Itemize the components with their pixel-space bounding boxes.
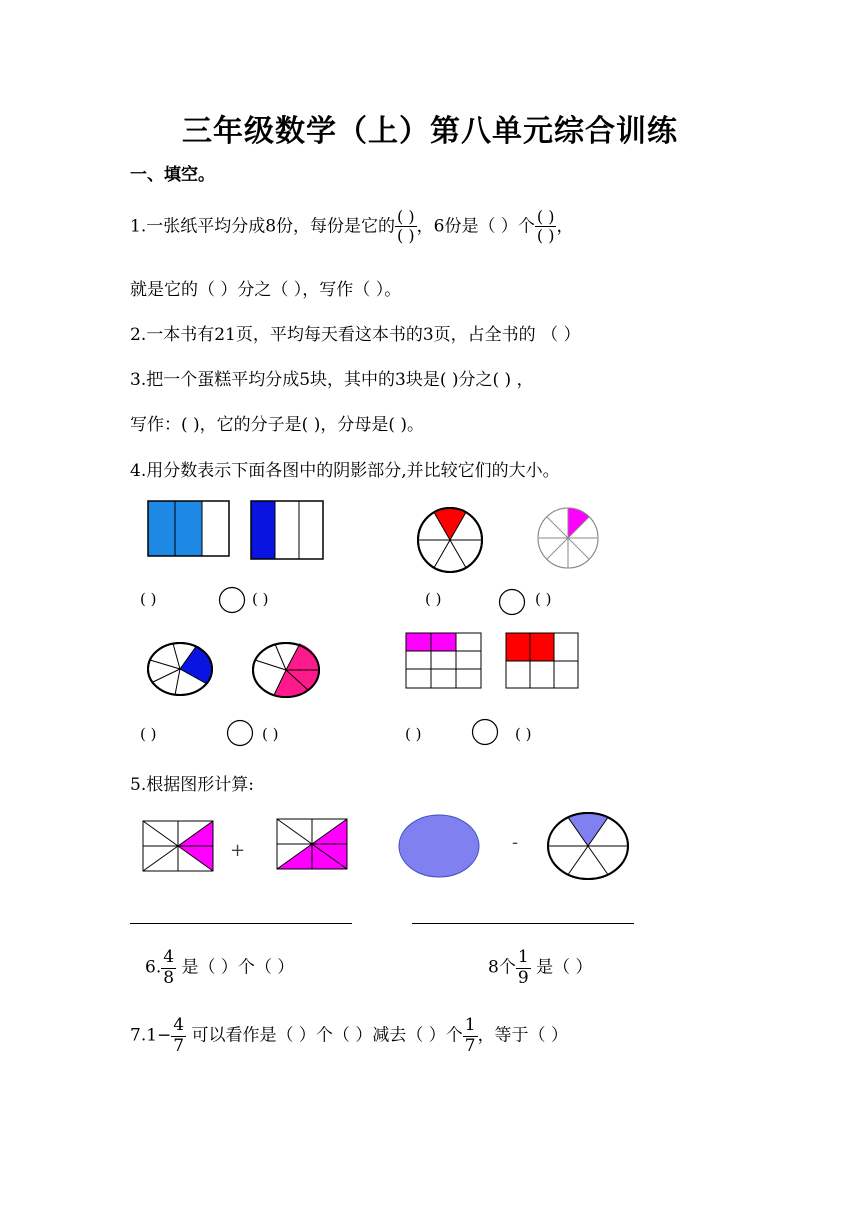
q1-text-a: 1.一张纸平均分成8份，每份是它的 (130, 216, 396, 237)
q6-numerator: 4 (163, 947, 175, 967)
q1-fraction-1-numerator: ( ) (397, 207, 415, 226)
ellipse-figure-periwinkle-1of6 (545, 810, 631, 882)
q1-text-c: ， (556, 216, 574, 237)
q6-b-denominator: 9 (517, 967, 529, 988)
page-title: 三年级数学（上）第八单元综合训练 (182, 114, 678, 149)
q6-b-numerator: 1 (517, 947, 529, 967)
q4-blank-2[interactable]: ( ) (252, 590, 269, 608)
question-2: 2.一本书有21页，平均每天看这本书的3页，占全书的 （ ） (130, 325, 581, 345)
q7-numerator: 4 (173, 1015, 185, 1035)
q1-fraction-2 (535, 208, 557, 246)
q4-blank-7[interactable]: ( ) (405, 725, 422, 743)
section-heading: 一、填空。 (130, 165, 215, 185)
q6-denominator: 8 (163, 967, 175, 988)
rect-figure-2of3 (147, 500, 231, 558)
question-1-line-2: 就是它的（ ）分之（ ），写作（ ）。 (130, 280, 402, 300)
circle-figure-red-1of6 (415, 505, 485, 575)
grid-figure-magenta-2of9 (405, 632, 483, 690)
ellipse-figure-pink-3of6 (250, 640, 322, 700)
q4-blank-6[interactable]: ( ) (262, 725, 279, 743)
question-3-line-1: 3.把一个蛋糕平均分成5块，其中的3块是( )分之( ) ， (130, 370, 534, 390)
q7-denominator: 7 (173, 1035, 185, 1056)
q7-suffix: ，等于（ ） (477, 1025, 568, 1046)
question-6-part-2 (488, 948, 592, 988)
q1-fraction-2-denominator: ( ) (536, 226, 555, 246)
rect-figure-1of3 (250, 500, 326, 562)
q6-fraction-1-9 (516, 948, 531, 988)
compare-circle-2[interactable] (497, 587, 527, 617)
compare-circle-3[interactable] (225, 718, 255, 748)
q7-fraction-4-7 (171, 1016, 186, 1056)
q4-blank-4[interactable]: ( ) (535, 590, 552, 608)
q6-b-suffix: 是（ ） (536, 957, 593, 978)
compare-circle-1[interactable] (217, 585, 247, 615)
q1-fraction-1 (395, 208, 417, 246)
circle-figure-magenta-1of8 (535, 505, 601, 571)
question-3-line-2: 写作：( )，它的分子是( )，分母是( )。 (130, 415, 425, 435)
q7-text: 可以看作是（ ）个（ ）减去（ ）个 (191, 1025, 463, 1046)
q7-b-denominator: 7 (464, 1035, 476, 1056)
q6-prefix: 6. (145, 957, 162, 978)
q1-text-b: ，6份是（ ）个 (416, 216, 535, 237)
q7-fraction-1-7 (463, 1016, 478, 1056)
q6-fraction-4-8 (161, 948, 176, 988)
ellipse-figure-blue-2of6 (145, 640, 215, 698)
question-4: 4.用分数表示下面各图中的阴影部分,并比较它们的大小。 (130, 461, 560, 481)
q6-b-prefix: 8个 (488, 957, 516, 978)
ellipse-figure-full (396, 812, 482, 880)
answer-line-2[interactable] (412, 923, 634, 924)
question-7 (130, 1016, 568, 1056)
minus-sign: - (512, 832, 519, 853)
q7-prefix: 7.1− (130, 1025, 172, 1046)
q1-fraction-1-denominator: ( ) (397, 226, 415, 246)
q4-blank-5[interactable]: ( ) (140, 725, 157, 743)
grid-figure-red-2of6 (505, 632, 581, 690)
q4-blank-8[interactable]: ( ) (515, 725, 532, 743)
question-1 (130, 208, 573, 246)
q4-blank-3[interactable]: ( ) (425, 590, 442, 608)
rect-figure-magenta-2of8 (142, 820, 216, 874)
compare-circle-4[interactable] (470, 717, 500, 747)
question-5: 5.根据图形计算: (130, 775, 254, 795)
plus-sign: + (230, 840, 246, 861)
answer-line-1[interactable] (130, 923, 352, 924)
q4-blank-1[interactable]: ( ) (140, 590, 157, 608)
question-6-part-1 (145, 948, 294, 988)
rect-figure-magenta-3of8 (276, 818, 350, 872)
q7-b-numerator: 1 (464, 1015, 476, 1035)
q1-fraction-2-numerator: ( ) (536, 207, 555, 226)
q6-text: 是（ ）个（ ） (181, 957, 295, 978)
